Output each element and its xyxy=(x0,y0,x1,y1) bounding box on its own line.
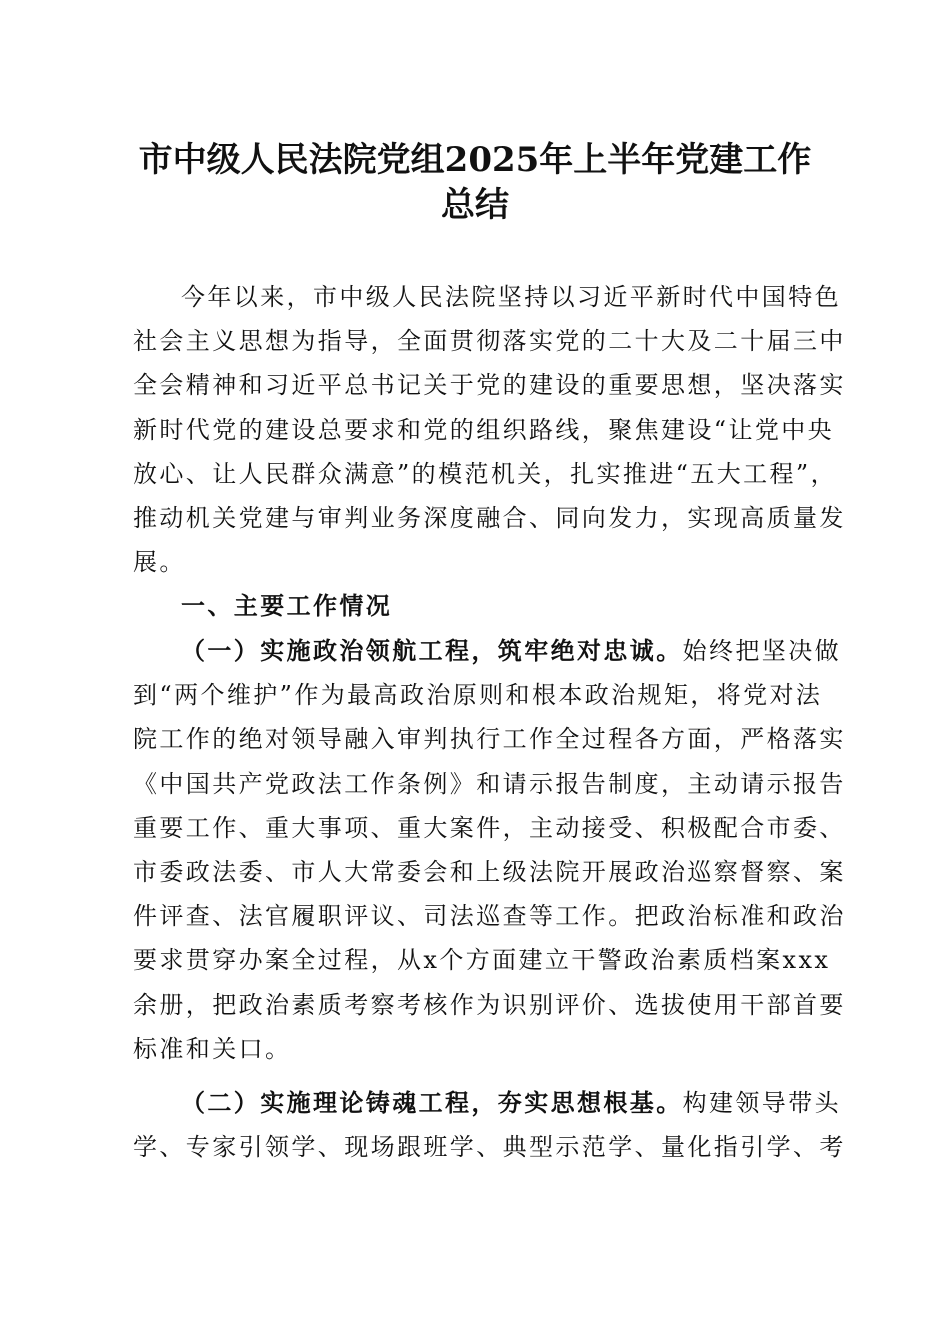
paragraph-line: 《中国共产党政法工作条例》和请示报告制度，主动请示报告 xyxy=(133,770,846,798)
paragraph-2-first-line xyxy=(181,1088,881,1118)
intro-line: 社会主义思想为指导，全面贯彻落实党的二十大及二十届三中 xyxy=(133,327,846,355)
paragraph-2-text: 构建领导带头 xyxy=(682,1089,842,1117)
paragraph-line: 重要工作、重大事项、重大案件，主动接受、积极配合市委、 xyxy=(133,814,846,842)
intro-line: 放心、让人民群众满意”的模范机关，扎实推进“五大工程”， xyxy=(133,460,838,488)
intro-line: 新时代党的建设总要求和党的组织路线，聚焦建设“让党中央 xyxy=(133,416,835,444)
intro-line: 今年以来，市中级人民法院坚持以习近平新时代中国特色 xyxy=(181,283,841,311)
paragraph-line: 标准和关口。 xyxy=(133,1035,292,1063)
paragraph-line: 学、专家引领学、现场跟班学、典型示范学、量化指引学、考 xyxy=(133,1133,846,1161)
paragraph-1-text: 始终把坚决做 xyxy=(682,637,842,665)
section-heading: 一、主要工作情况 xyxy=(181,591,393,620)
paragraph-line: 件评查、法官履职评议、司法巡查等工作。把政治标准和政治 xyxy=(133,902,846,930)
document-title-line-2: 总结 xyxy=(441,185,509,225)
intro-line: 展。 xyxy=(133,548,186,576)
paragraph-1-lead: （一）实施政治领航工程，筑牢绝对忠诚。 xyxy=(181,636,683,665)
paragraph-line: 市委政法委、市人大常委会和上级法院开展政治巡察督察、案 xyxy=(133,858,846,886)
paragraph-line: 院工作的绝对领导融入审判执行工作全过程各方面，严格落实 xyxy=(133,725,846,753)
intro-line: 全会精神和习近平总书记关于党的建设的重要思想，坚决落实 xyxy=(133,371,846,399)
paragraph-1-first-line xyxy=(181,636,881,666)
intro-line: 推动机关党建与审判业务深度融合、同向发力，实现高质量发 xyxy=(133,504,846,532)
paragraph-line: 要求贯穿办案全过程，从x个方面建立干警政治素质档案xxx xyxy=(133,946,831,974)
document-title-line-1: 市中级人民法院党组2025年上半年党建工作 xyxy=(138,140,812,180)
paragraph-line: 到“两个维护”作为最高政治原则和根本政治规矩，将党对法 xyxy=(133,681,823,709)
paragraph-2-lead: （二）实施理论铸魂工程，夯实思想根基。 xyxy=(181,1088,683,1117)
paragraph-line: 余册，把政治素质考察考核作为识别评价、选拔使用干部首要 xyxy=(133,991,846,1019)
